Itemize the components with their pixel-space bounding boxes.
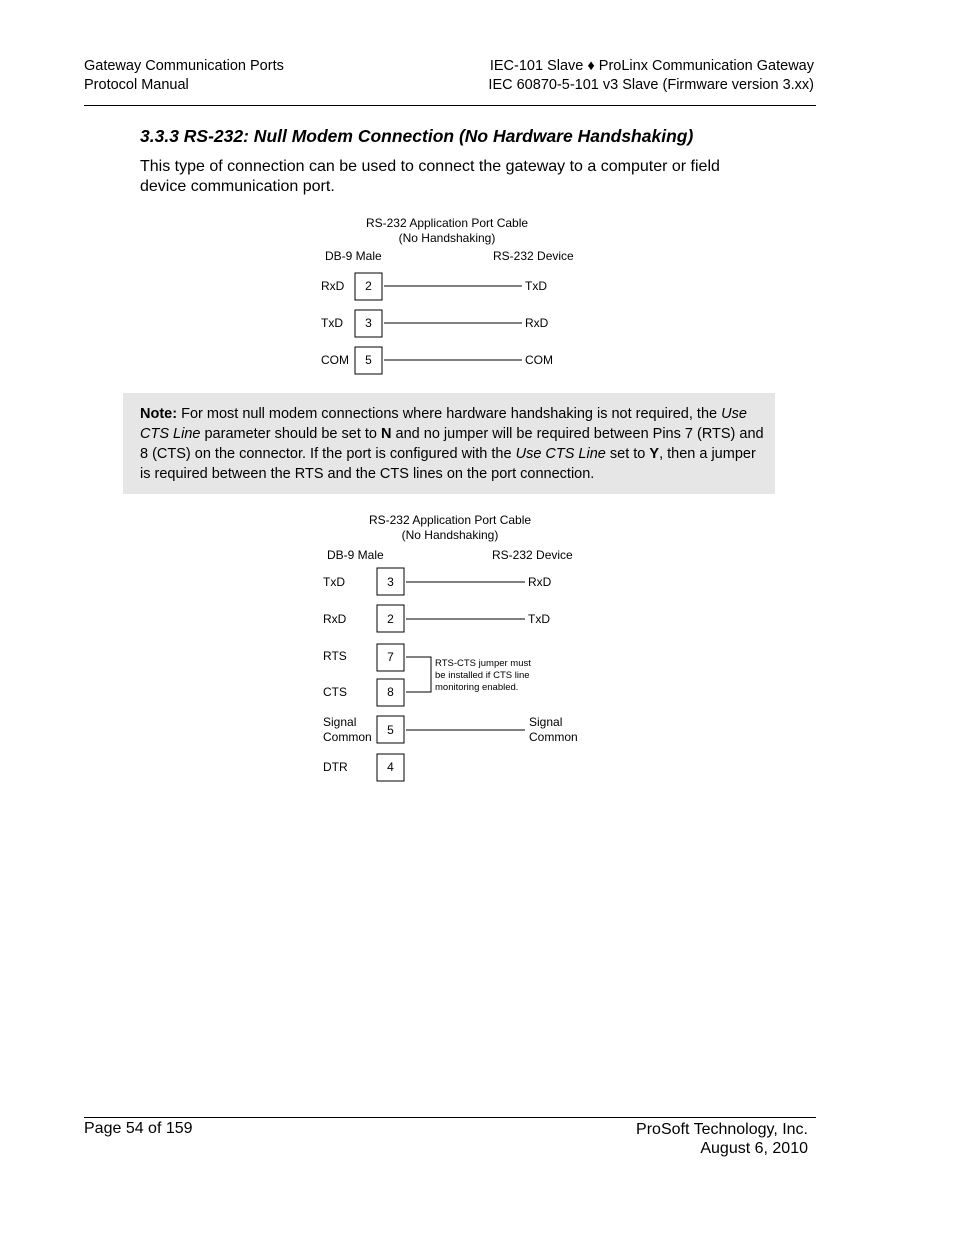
note-box: [123, 393, 775, 494]
pin-number: 2: [365, 279, 372, 293]
header-doc-section: Gateway Communication Ports: [84, 58, 284, 74]
footer-rule: [84, 1117, 816, 1118]
pin-number: 5: [365, 353, 372, 367]
jumper-note-line: be installed if CTS line: [435, 670, 530, 681]
footer-company: ProSoft Technology, Inc.: [636, 1121, 808, 1138]
null-modem-diagram-1: [310, 212, 590, 382]
note-segment: , then a jumper is required between the RTS and the CTS lines on the port connection.: [140, 446, 756, 482]
note-label: Note:: [140, 406, 178, 422]
header-right: [488, 57, 814, 95]
diagram1-left-label: TxD: [321, 316, 343, 330]
note-segment: parameter should be set to: [200, 426, 382, 442]
section-intro: This type of connection can be used to connect the gateway to a computer or field device communication port.: [140, 158, 720, 195]
diagram2-left-label: CTS: [323, 685, 347, 699]
rts-cts-jumper: [406, 657, 431, 692]
jumper-note-line: RTS-CTS jumper must: [435, 658, 531, 669]
header-left: [84, 57, 284, 95]
pin-number: 5: [387, 723, 394, 737]
jumper-note-line: monitoring enabled.: [435, 682, 519, 693]
diagram1-right-label: TxD: [525, 279, 547, 293]
footer-page-number: Page 54 of 159: [84, 1120, 193, 1137]
diagram1-subtitle: (No Handshaking): [398, 231, 496, 245]
footer-right: [636, 1120, 808, 1158]
header-rule: [84, 105, 816, 106]
diagram2-title: RS-232 Application Port Cable: [368, 513, 532, 527]
diagram1-left-label: RxD: [321, 279, 345, 293]
diagram2-right-header: RS-232 Device: [492, 548, 573, 562]
section-title: 3.3.3 RS-232: Null Modem Connection (No Hardware Handshaking): [140, 126, 694, 146]
diagram2-left-label: TxD: [323, 575, 345, 589]
diagram2-left-label: Common: [323, 730, 372, 744]
diagram2-right-label: Common: [529, 730, 578, 744]
footer-date: August 6, 2010: [700, 1140, 808, 1157]
diagram2-left-label: RxD: [323, 612, 347, 626]
header-doc-type: Protocol Manual: [84, 77, 189, 93]
header-protocol: IEC 60870-5-101 v3 Slave (Firmware version 3.xx): [488, 77, 814, 93]
note-segment: set to: [605, 446, 650, 462]
diagram2-left-label: RTS: [323, 649, 347, 663]
note-segment: For most null modem connections where hardware handshaking is not required, the: [177, 406, 722, 422]
note-value-y: Y: [649, 446, 660, 462]
null-modem-diagram-2: [310, 510, 600, 790]
diagram1-right-label: RxD: [525, 316, 549, 330]
diagram1-right-label: COM: [525, 353, 553, 367]
diagram2-left-label: Signal: [323, 715, 357, 729]
pin-number: 7: [387, 650, 394, 664]
note-value-n: N: [381, 426, 392, 442]
note-segment: and no jumper will be required between Pins 7 (RTS) and 8 (CTS) on the connector. If the port is configured with the: [140, 426, 764, 462]
diagram2-left-header: DB-9 Male: [327, 548, 384, 562]
header-product: IEC-101 Slave ♦ ProLinx Communication Gateway: [489, 58, 814, 74]
pin-number: 4: [387, 760, 394, 774]
pin-number: 3: [365, 316, 372, 330]
diagram2-left-label: DTR: [323, 760, 348, 774]
note-text: [140, 404, 765, 484]
diagram2-right-label: RxD: [528, 575, 552, 589]
diagram2-right-label: TxD: [528, 612, 550, 626]
diagram1-left-label: COM: [321, 353, 349, 367]
note-param-use-cts-line: Use CTS Line: [140, 406, 747, 442]
pin-number: 3: [387, 575, 394, 589]
note-param-use-cts-line: Use CTS Line: [515, 446, 606, 462]
diagram1-title: RS-232 Application Port Cable: [365, 216, 529, 230]
diagram1-right-header: RS-232 Device: [493, 249, 574, 263]
diagram2-subtitle: (No Handshaking): [401, 528, 499, 542]
pin-number: 8: [387, 685, 394, 699]
diagram2-right-label: Signal: [529, 715, 563, 729]
pin-number: 2: [387, 612, 394, 626]
diagram1-left-header: DB-9 Male: [325, 249, 382, 263]
